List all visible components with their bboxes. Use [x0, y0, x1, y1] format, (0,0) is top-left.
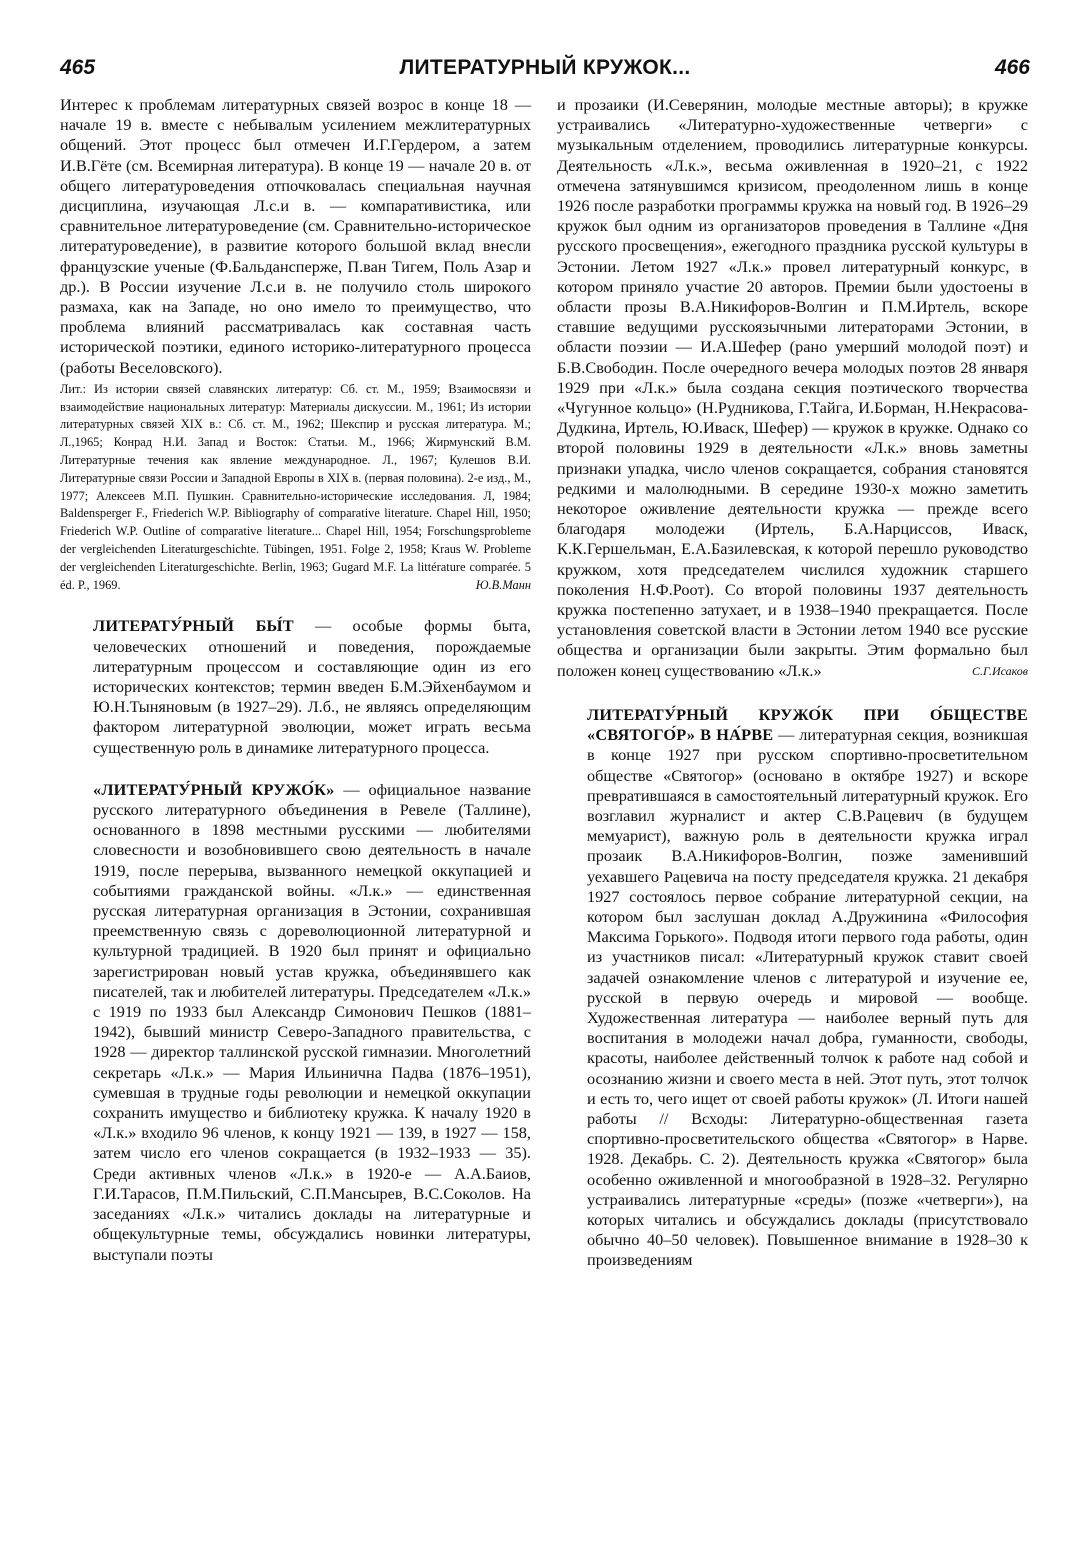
running-title: ЛИТЕРАТУРНЫЙ КРУЖОК...: [399, 56, 691, 79]
entry-body: — литературная секция, возникшая в конце 1927 при русском спортивно-просветительном обществе «Святогор» (основано в октябре 1927) и вскоре превратившаяся в самостоятельный литературный кружок. Его возглавил журналист и актер С.В.Рацевич (в будущем мемуарист), важную роль в деятельности кружка играл прозаик В.А.Никифоров-Волгин, позже заменивший уехавшего Рацевича на посту председателя кружка. 21 декабря 1927 состоялось первое собрание литературной секции, на котором был заслушан доклад А.Дружинина «Философия Максима Горького». Подводя итоги первого года работы, один из участников писал: «Литературный кружок ставит своей задачей ознакомление членов с литературой и изучение ее, русской в первую очередь и мировой — вообще. Художественная литература — наиболее верный путь для воспитания в молодежи начал добра, гуманности, свободы, красоты, наиболее действенный толчок к работе над собой и осознанию жизни и своего места в ней. Этот путь, этот толчок и есть то, чего ищет от своей работы кружок» (Л. Итоги нашей работы // Всходы: Литературно-общественная газета спортивно-просветительского общества «Святогор» в Нарве. 1928. Декабрь. С. 2). Деятельность кружка «Святогор» была особенно оживленной и многообразной в 1928–32. Регулярно устраивались литературные «среды» (позже «четверги»), на которых читались и обсуждались доклады (присутствовало обычно 40–50 человек). Повышенное внимание в 1928–30 к произведениям: [587, 725, 1028, 1270]
left-column: [60, 95, 531, 1265]
page-header: [60, 56, 1030, 86]
continued-paragraph: [557, 95, 1028, 681]
entry-body: — особые формы быта, человеческих отношений и поведения, порождаемые литературным процессом и составляющие один из его исторических контекстов; термин введен Б.М.Эйхенбаумом и Ю.Н.Тыняновым (в 1927–29). Л.б., не являясь определяющим фактором литературной эволюции, может играть весьма существенную роль в динамике литературного процесса.: [93, 616, 531, 757]
bibliography-text: Лит.: Из истории связей славянских литератур: Сб. ст. М., 1959; Взаимосвязи и взаимодействие национальных литератур: Материалы дискуссии. М., 1961; Из истории литературных связей XIX в.: Сб. ст. М., 1962; Шекспир и русская литература. М.; Л.,1965; Конрад Н.И. Запад и Восток: Статьи. М., 1966; Жирмунский В.М. Литературные течения как явление международное. Л., 1967; Кулешов В.И. Литературные связи России и Западной Европы в XIX в. (первая половина). 2-е изд., М., 1977; Алексеев М.П. Пушкин. Сравнительно-исторические исследования. Л, 1984; Baldensperger F., Friederich W.P. Bibliography of comparative literature. Chapel Hill, 1950; Friederich W.P. Outline of comparative literature... Chapel Hill, 1954; Forschungsprobleme der vergleichenden Literaturgeschichte. Tübingen, 1951. Folge 2, 1958; Kraus W. Probleme der vergleichenden Literaturgeschichte. Berlin, 1963; Gugard M.F. La littérature comparée. 5 éd. P., 1969.: [60, 381, 531, 592]
author-signature: С.Г.Исаков: [972, 663, 1028, 678]
page-number-right: 466: [994, 56, 1030, 79]
entry-literaturny-byt: [60, 616, 531, 757]
page-number-left: 465: [60, 56, 96, 79]
bibliography: [60, 381, 531, 595]
entry-literaturny-kruzhok: [60, 780, 531, 1265]
entry-kruzhok-svyatogor: [557, 705, 1028, 1271]
right-column: [557, 95, 1028, 1271]
intro-paragraph: Интерес к проблемам литературных связей возрос в конце 18 — начале 19 в. вместе с небывалым усилением межлитературных общений. Этот процесс был отмечен И.Г.Гердером, а затем И.В.Гёте (см. Всемирная литература). В конце 19 — начале 20 в. от общего литературоведения отпочковалась специальная научная дисциплина, изучающая Л.с.и в. — компаративистика, или сравнительное литературоведение (см. Сравнительно-историческое литературоведение), в развитие которого большой вклад внесли французские ученые (Ф.Бальдансперже, П.ван Тигем, Поль Азар и др.). В России изучение Л.с.и в. не получило столь широкого размаха, как на Западе, но оно имело то преимущество, что проблема влияний рассматривалась как составная часть исторической поэтики, единого историко-литературного процесса (работы Веселовского).: [60, 95, 531, 377]
entry-headword: ЛИТЕРАТУ́РНЫЙ КРУЖО́К ПРИ О́БЩЕСТВЕ «СВЯТОГО́Р» В НА́РВЕ: [587, 704, 1028, 745]
continued-text: и прозаики (И.Северянин, молодые местные авторы); в кружке устраивались «Литературно-художественные четверги» с музыкальным отделением, проводились литературные конкурсы. Деятельность «Л.к.», весьма оживленная в 1920–21, с 1922 отмечена затянувшимся кризисом, преодоленном лишь в конце 1926 после разработки программы кружка на новый год. В 1926–29 кружок был одним из организаторов проведения в Таллине «Дня русского просвещения», ежегодного праздника русской культуры в Эстонии. Летом 1927 «Л.к.» провел литературный конкурс, в котором приняло участие 20 авторов. Премии были удостоены в области прозы В.А.Никифоров-Волгин и П.М.Иртель, вскоре ставшие ведущими русскоязычными литераторами Эстонии, в области поэзии — И.А.Шефер (рано умерший молодой поэт) и Б.В.Свободин. После очередного вечера молодых поэтов 28 января 1929 при «Л.к.» была создана секция поэтического творчества «Чугунное кольцо» (Н.Рудникова, Г.Тайга, И.Борман, Н.Некрасова-Дудкина, Иртель, Ю.Иваск, Шефер) — кружок в кружке. Однако со второй половины 1929 в деятельности «Л.к.» вновь заметны признаки упадка, число членов сокращается, собрания становятся редкими и малолюдными. В середине 1930-х можно заметить некоторое оживление деятельности кружка — прежде всего благодаря молодежи (Иртель, Б.А.Нарциссов, Иваск, К.К.Гершельман, Е.А.Базилевская, к которой перешло руководство кружком, хотя председателем числился художник старшего поколения Н.Ф.Роот). Со второй половины 1937 деятельность кружка постепенно затухает, и в 1938–1940 прекращается. После установления советской власти в Эстонии летом 1940 все русские общества и организации были закрыты. Этим формально был положен конец существованию «Л.к.»: [557, 95, 1028, 680]
author-signature: Ю.В.Манн: [475, 577, 531, 592]
entry-headword: ЛИТЕРАТУ́РНЫЙ БЫ́Т: [93, 616, 294, 636]
entry-body: — официальное название русского литературного объединения в Ревеле (Таллине), основанного в 1898 местными русскими — любителями словесности и возобновившего свою деятельность в начале 1919, после перерыва, вызванного немецкой оккупацией и событиями гражданской войны. «Л.к.» — единственная русская литературная организация в Эстонии, сохранившая преемственную связь с дореволюционной литературной и культурной традицией. В 1920 был принят и официально зарегистрирован новый устав кружка, объединявшего как писателей, так и любителей литературы. Председателем «Л.к.» с 1919 по 1933 был Александр Симонович Пешков (1881–1942), бывший министр Северо-Западного правительства, с 1928 — директор таллинской русской гимназии. Многолетний секретарь «Л.к.» — Мария Ильинична Падва (1876–1951), сумевшая в трудные годы революции и немецкой оккупации сохранить имущество и библиотеку кружка. К началу 1920 в «Л.к.» входило 96 членов, к концу 1921 — 139, в 1927 — 158, затем число его членов сокращается (в 1932–1933 — 35). Среди активных членов «Л.к.» в 1920-е — А.А.Баиов, Г.И.Тарасов, П.М.Пильский, С.П.Мансырев, В.С.Соколов. На заседаниях «Л.к.» читались доклады на литературные и общекультурные темы, обсуждались новинки литературы, выступали поэты: [93, 779, 531, 1264]
entry-headword: «ЛИТЕРАТУ́РНЫЙ КРУЖО́К»: [93, 779, 335, 799]
